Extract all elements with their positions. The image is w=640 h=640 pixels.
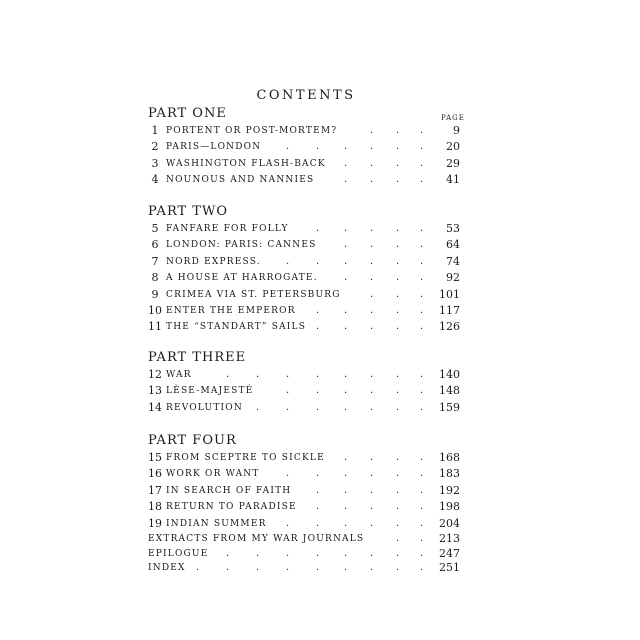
leader-dot: . — [420, 289, 425, 300]
leader-dot: . — [196, 562, 201, 573]
leader-dot: . — [344, 141, 349, 152]
leader-dot: . — [420, 452, 425, 463]
page-number: 198 — [439, 500, 460, 513]
chapter-title: NOUNOUS AND NANNIES — [166, 175, 315, 185]
chapter-number: 16 — [148, 467, 162, 480]
leader-dot: . — [370, 125, 375, 136]
page-number: 140 — [439, 368, 460, 381]
chapter-title: EPILOGUE — [148, 549, 209, 559]
leader-dot: . — [286, 256, 291, 267]
page-number: 9 — [453, 124, 460, 137]
leader-dot: . — [370, 452, 375, 463]
leader-dot: . — [420, 369, 425, 380]
leader-dots — [148, 384, 426, 398]
leader-dot: . — [370, 402, 375, 413]
leader-dot: . — [344, 468, 349, 479]
page-number: 53 — [446, 222, 460, 235]
chapter-title: RETURN TO PARADISE — [166, 502, 297, 512]
leader-dot: . — [316, 402, 321, 413]
leader-dots — [148, 304, 426, 318]
leader-dots — [148, 517, 426, 531]
leader-dot: . — [396, 256, 401, 267]
toc-entry — [148, 157, 460, 171]
leader-dot: . — [344, 174, 349, 185]
leader-dot: . — [316, 485, 321, 496]
leader-dot: . — [256, 548, 261, 559]
chapter-number: 17 — [148, 484, 162, 497]
leader-dot: . — [344, 369, 349, 380]
leader-dot: . — [396, 223, 401, 234]
toc-entry — [148, 561, 460, 575]
leader-dot: . — [344, 158, 349, 169]
chapter-number: 10 — [148, 304, 162, 317]
leader-dot: . — [370, 141, 375, 152]
leader-dot: . — [344, 223, 349, 234]
page-number: 159 — [439, 401, 460, 414]
leader-dots — [148, 288, 426, 302]
chapter-number: 11 — [148, 320, 162, 333]
toc-entry — [148, 271, 460, 285]
leader-dot: . — [396, 305, 401, 316]
leader-dot: . — [420, 223, 425, 234]
leader-dots — [148, 124, 426, 138]
leader-dot: . — [420, 321, 425, 332]
chapter-title: A HOUSE AT HARROGATE. — [166, 273, 318, 283]
page-number: 183 — [439, 467, 460, 480]
leader-dot: . — [420, 501, 425, 512]
toc-entry — [148, 222, 460, 236]
part-heading: PART TWO — [148, 204, 228, 219]
leader-dot: . — [370, 223, 375, 234]
chapter-title: WAR — [166, 370, 192, 380]
leader-dot: . — [316, 562, 321, 573]
leader-dot: . — [370, 562, 375, 573]
chapter-title: NORD EXPRESS. — [166, 257, 261, 267]
leader-dot: . — [226, 562, 231, 573]
leader-dot: . — [370, 272, 375, 283]
leader-dot: . — [420, 533, 425, 544]
leader-dot: . — [396, 385, 401, 396]
chapter-title: LÈSE-MAJESTÉ — [166, 386, 254, 396]
leader-dot: . — [316, 305, 321, 316]
page-number: 20 — [446, 140, 460, 153]
chapter-title: PARIS—LONDON — [166, 142, 262, 152]
leader-dot: . — [370, 518, 375, 529]
chapter-title: WASHINGTON FLASH-BACK — [166, 159, 326, 169]
leader-dot: . — [316, 385, 321, 396]
leader-dot: . — [316, 223, 321, 234]
leader-dot: . — [396, 452, 401, 463]
page-number: 29 — [446, 157, 460, 170]
toc-entry — [148, 288, 460, 302]
leader-dot: . — [316, 321, 321, 332]
leader-dot: . — [370, 548, 375, 559]
leader-dot: . — [420, 141, 425, 152]
page-number: 251 — [439, 561, 460, 574]
leader-dot: . — [370, 239, 375, 250]
chapter-number: 15 — [148, 451, 162, 464]
leader-dot: . — [344, 452, 349, 463]
chapter-title: FANFARE FOR FOLLY — [166, 224, 289, 234]
chapter-title: THE “STANDART” SAILS — [166, 322, 307, 332]
leader-dot: . — [420, 468, 425, 479]
leader-dot: . — [420, 562, 425, 573]
leader-dot: . — [286, 518, 291, 529]
leader-dots — [148, 140, 426, 154]
part-heading: PART THREE — [148, 350, 247, 365]
leader-dot: . — [344, 272, 349, 283]
leader-dot: . — [396, 239, 401, 250]
page-number: 168 — [439, 451, 460, 464]
toc-entry — [148, 320, 460, 334]
leader-dot: . — [420, 305, 425, 316]
leader-dot: . — [344, 562, 349, 573]
toc-entry — [148, 401, 460, 415]
leader-dot: . — [370, 485, 375, 496]
chapter-title: CRIMEA VIA ST. PETERSBURG — [166, 290, 341, 300]
page-column-label: PAGE — [441, 114, 465, 122]
leader-dot: . — [420, 272, 425, 283]
chapter-title: LONDON: PARIS: CANNES — [166, 240, 317, 250]
chapter-number: 18 — [148, 500, 162, 513]
leader-dot: . — [420, 518, 425, 529]
chapter-title: PORTENT OR POST-MORTEM? — [166, 126, 338, 136]
leader-dot: . — [370, 174, 375, 185]
chapter-number: 7 — [151, 255, 159, 268]
leader-dot: . — [286, 548, 291, 559]
chapter-number: 13 — [148, 384, 162, 397]
chapter-number: 4 — [151, 173, 159, 186]
toc-entry — [148, 532, 460, 546]
chapter-title: IN SEARCH OF FAITH — [166, 486, 292, 496]
chapter-number: 6 — [151, 238, 159, 251]
leader-dot: . — [226, 548, 231, 559]
chapter-title: REVOLUTION — [166, 403, 243, 413]
leader-dots — [148, 271, 426, 285]
page-number: 148 — [439, 384, 460, 397]
leader-dot: . — [286, 369, 291, 380]
toc-entry — [148, 368, 460, 382]
toc-entry — [148, 173, 460, 187]
leader-dot: . — [370, 158, 375, 169]
page-number: 247 — [439, 547, 460, 560]
leader-dot: . — [256, 369, 261, 380]
leader-dots — [148, 500, 426, 514]
leader-dot: . — [286, 468, 291, 479]
leader-dot: . — [420, 402, 425, 413]
leader-dot: . — [396, 485, 401, 496]
leader-dot: . — [316, 256, 321, 267]
leader-dot: . — [370, 289, 375, 300]
toc-entry — [148, 517, 460, 531]
leader-dot: . — [370, 369, 375, 380]
leader-dots — [148, 484, 426, 498]
leader-dot: . — [396, 533, 401, 544]
chapter-title: WORK OR WANT — [166, 469, 260, 479]
leader-dot: . — [344, 485, 349, 496]
toc-entry — [148, 124, 460, 138]
leader-dot: . — [316, 369, 321, 380]
leader-dots — [148, 255, 426, 269]
leader-dot: . — [420, 256, 425, 267]
leader-dot: . — [316, 548, 321, 559]
toc-entry — [148, 304, 460, 318]
leader-dot: . — [396, 468, 401, 479]
toc-entry — [148, 140, 460, 154]
chapter-title: EXTRACTS FROM MY WAR JOURNALS — [148, 534, 365, 544]
leader-dot: . — [420, 158, 425, 169]
leader-dot: . — [396, 501, 401, 512]
leader-dot: . — [396, 562, 401, 573]
leader-dot: . — [344, 548, 349, 559]
leader-dots — [148, 451, 426, 465]
toc-entry — [148, 238, 460, 252]
toc-entry — [148, 384, 460, 398]
leader-dot: . — [396, 518, 401, 529]
leader-dot: . — [420, 485, 425, 496]
leader-dot: . — [396, 174, 401, 185]
page-title: CONTENTS — [256, 88, 356, 103]
toc-entry — [148, 467, 460, 481]
chapter-number: 8 — [151, 271, 159, 284]
chapter-number: 12 — [148, 368, 162, 381]
leader-dots — [148, 173, 426, 187]
leader-dot: . — [344, 402, 349, 413]
leader-dots — [148, 157, 426, 171]
leader-dot: . — [420, 385, 425, 396]
leader-dot: . — [396, 369, 401, 380]
leader-dot: . — [344, 239, 349, 250]
leader-dot: . — [344, 501, 349, 512]
leader-dots — [148, 532, 426, 546]
leader-dot: . — [316, 501, 321, 512]
leader-dots — [148, 238, 426, 252]
chapter-number: 2 — [151, 140, 159, 153]
page-number: 204 — [439, 517, 460, 530]
leader-dot: . — [226, 369, 231, 380]
leader-dots — [148, 467, 426, 481]
chapter-title: FROM SCEPTRE TO SICKLE — [166, 453, 325, 463]
page-number: 64 — [446, 238, 460, 251]
toc-entry — [148, 451, 460, 465]
leader-dot: . — [344, 385, 349, 396]
page-number: 213 — [439, 532, 460, 545]
leader-dots — [148, 368, 426, 382]
leader-dots — [148, 222, 426, 236]
chapter-number: 14 — [148, 401, 162, 414]
leader-dot: . — [370, 468, 375, 479]
leader-dots — [148, 401, 426, 415]
page-number: 92 — [446, 271, 460, 284]
chapter-number: 5 — [151, 222, 159, 235]
leader-dots — [148, 547, 426, 561]
toc-entry — [148, 547, 460, 561]
chapter-number: 3 — [151, 157, 159, 170]
leader-dot: . — [286, 402, 291, 413]
leader-dot: . — [286, 385, 291, 396]
chapter-title: INDIAN SUMMER — [166, 519, 267, 529]
leader-dot: . — [256, 562, 261, 573]
chapter-title: ENTER THE EMPEROR — [166, 306, 296, 316]
part-heading: PART FOUR — [148, 433, 237, 448]
leader-dot: . — [396, 289, 401, 300]
page-number: 74 — [446, 255, 460, 268]
chapter-number: 9 — [151, 288, 159, 301]
leader-dot: . — [420, 548, 425, 559]
leader-dot: . — [370, 305, 375, 316]
leader-dot: . — [396, 125, 401, 136]
leader-dot: . — [370, 385, 375, 396]
page-number: 126 — [439, 320, 460, 333]
toc-entry — [148, 255, 460, 269]
leader-dot: . — [344, 518, 349, 529]
toc-entry — [148, 484, 460, 498]
leader-dot: . — [344, 305, 349, 316]
leader-dots — [148, 320, 426, 334]
leader-dot: . — [396, 402, 401, 413]
page-number: 41 — [446, 173, 460, 186]
leader-dot: . — [396, 321, 401, 332]
leader-dot: . — [316, 468, 321, 479]
leader-dot: . — [420, 174, 425, 185]
leader-dot: . — [256, 402, 261, 413]
leader-dots — [148, 561, 426, 575]
leader-dot: . — [370, 501, 375, 512]
part-heading: PART ONE — [148, 106, 227, 121]
page-number: 192 — [439, 484, 460, 497]
leader-dot: . — [420, 239, 425, 250]
chapter-number: 1 — [151, 124, 159, 137]
page-number: 101 — [439, 288, 460, 301]
leader-dot: . — [396, 272, 401, 283]
leader-dot: . — [420, 125, 425, 136]
chapter-number: 19 — [148, 517, 162, 530]
leader-dot: . — [396, 158, 401, 169]
toc-entry — [148, 500, 460, 514]
leader-dot: . — [286, 141, 291, 152]
leader-dot: . — [370, 256, 375, 267]
leader-dot: . — [344, 256, 349, 267]
leader-dot: . — [396, 548, 401, 559]
leader-dot: . — [396, 141, 401, 152]
chapter-title: INDEX — [148, 563, 186, 573]
page-number: 117 — [439, 304, 460, 317]
leader-dot: . — [370, 321, 375, 332]
leader-dot: . — [316, 141, 321, 152]
leader-dot: . — [316, 518, 321, 529]
leader-dot: . — [344, 321, 349, 332]
leader-dot: . — [286, 562, 291, 573]
